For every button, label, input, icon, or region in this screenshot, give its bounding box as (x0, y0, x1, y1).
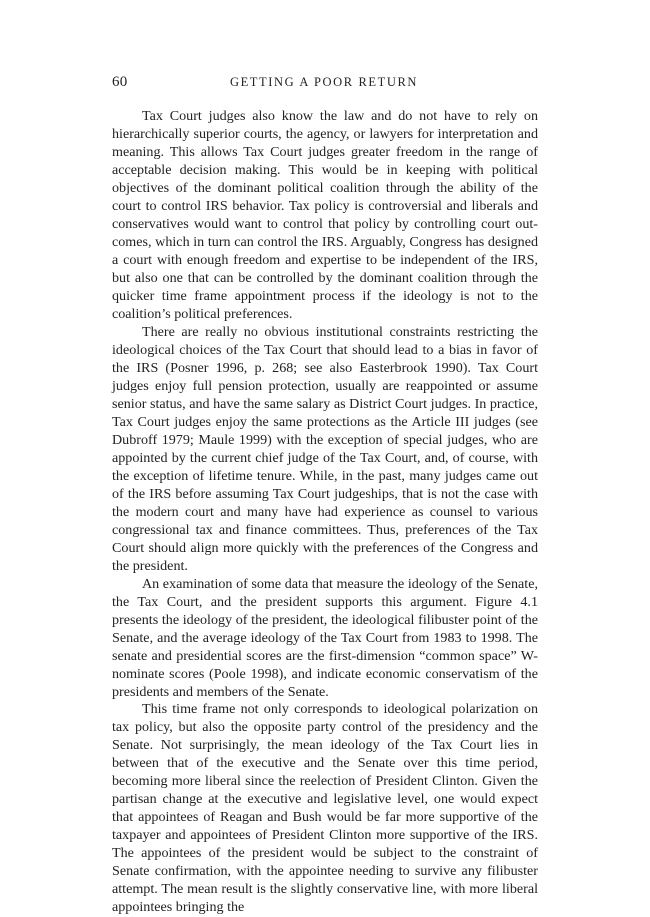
page-number: 60 (112, 74, 128, 90)
paragraph: This time frame not only corresponds to ideological polarization on tax policy, but also the opposite party control of the presidency and the Senate. Not surprisingly, the mean ideology of the Tax Court lies in between that of the executive and the Senate over this time period, becoming more liberal since the reelection of President Clinton. Given the partisan change at the executive and legislative level, one would expect that appointees of Reagan and Bush would be far more supportive of the taxpayer and appointees of President Clinton more supportive of the IRS. The appointees of the president would be subject to the constraint of Senate confirmation, with the appointee needing to survive any filibuster attempt. The mean result is the slightly conservative line, with more liberal appointees bringing the (112, 701, 538, 916)
page-header (112, 74, 536, 94)
running-head: GETTING A POOR RETURN (229, 75, 419, 89)
paragraph: There are really no obvious institutional constraints restricting the ideological choices of the Tax Court that should lead to a bias in favor of the IRS (Posner 1996, p. 268; see also Easterbrook 1990). Tax Court judges enjoy full pension protection, usually are reappointed or assume senior status, and have the same salary as District Court judges. In practice, Tax Court judges enjoy the same protections as the Article III judges (see Dubroff 1979; Maule 1999) with the exception of special judges, who are appointed by the current chief judge of the Tax Court, and, of course, with the exception of lifetime tenure. While, in the past, many judges came out of the IRS before assuming Tax Court judgeships, that is not the case with the modern court and many have had experience as counsel to various congressional tax and finance committees. Thus, preferences of the Tax Court should align more quickly with the preferences of the Congress and the president. (112, 323, 538, 574)
body-text (112, 108, 538, 917)
paragraph: Tax Court judges also know the law and do not have to rely on hierarchically superior courts, the agency, or lawyers for interpretation and meaning. This allows Tax Court judges greater freedom in the range of acceptable decision making. This would be in keeping with political objectives of the dominant political coalition through the ability of the court to control IRS behavior. Tax policy is controversial and liberals and conservatives would want to control that policy by controlling court outcomes, which in turn can control the IRS. Arguably, Congress has designed a court with enough freedom and expertise to be independent of the IRS, but also one that can be controlled by the dominant coalition through the quicker time frame appointment process if the ideology is not to the coalition’s political preferences. (112, 108, 538, 322)
paragraph: An examination of some data that measure the ideology of the Senate, the Tax Court, and the president supports this argument. Figure 4.1 presents the ideology of the president, the ideological filibuster point of the Senate, and the average ideology of the Tax Court from 1983 to 1998. The senate and presidential scores are the first-dimension “common space” W-nominate scores (Poole 1998), and indicate economic conservatism of the presidents and members of the Senate. (112, 575, 538, 700)
